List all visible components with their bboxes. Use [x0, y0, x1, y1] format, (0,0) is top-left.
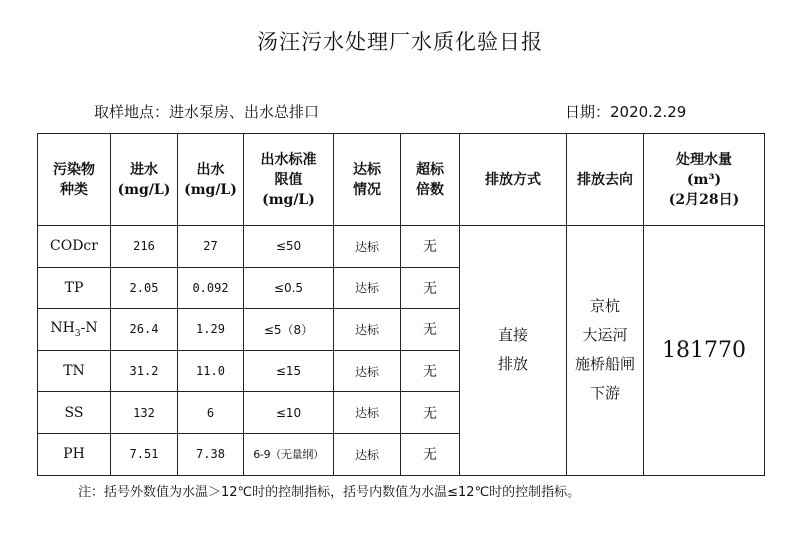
row-item: CODcr [38, 226, 111, 268]
row-item: PH [38, 433, 111, 475]
row-limit: ≤50 [244, 226, 334, 268]
row-limit: ≤5（8） [244, 309, 334, 351]
row-effluent: 27 [178, 226, 244, 268]
row-limit: 6-9（无量纲） [244, 433, 334, 475]
header-exceed: 超标 倍数 [401, 134, 460, 226]
row-compliance: 达标 [334, 267, 401, 309]
row-exceed: 无 [401, 267, 460, 309]
row-compliance: 达标 [334, 226, 401, 268]
row-influent: 2.05 [111, 267, 178, 309]
row-influent: 7.51 [111, 433, 178, 475]
row-compliance: 达标 [334, 350, 401, 392]
row-item: $NH_3-N$ [38, 309, 111, 351]
row-compliance: 达标 [334, 392, 401, 434]
row-limit: ≤10 [244, 392, 334, 434]
row-influent: 132 [111, 392, 178, 434]
header-influent: 进水 (mg/L) [111, 134, 178, 226]
row-limit: ≤15 [244, 350, 334, 392]
row-effluent: 11.0 [178, 350, 244, 392]
row-effluent: 6 [178, 392, 244, 434]
header-effluent: 出水 (mg/L) [178, 134, 244, 226]
row-item: TN [38, 350, 111, 392]
header-discharge-dest: 排放去向 [567, 134, 644, 226]
discharge-dest-cell: 京杭 大运河 施桥船闸 下游 [567, 226, 644, 476]
row-effluent: 7.38 [178, 433, 244, 475]
table-row [38, 226, 765, 268]
row-compliance: 达标 [334, 309, 401, 351]
treated-volume-cell: 181770 [644, 226, 765, 476]
header-discharge-method: 排放方式 [460, 134, 567, 226]
footnote: 注：括号外数值为水温＞12℃时的控制指标，括号内数值为水温≤12℃时的控制指标。 [78, 485, 581, 500]
row-item: SS [38, 392, 111, 434]
report-date: 日期：2020.2.29 [565, 103, 687, 121]
row-effluent: 1.29 [178, 309, 244, 351]
row-exceed: 无 [401, 433, 460, 475]
report-title: 汤汪污水处理厂水质化验日报 [257, 30, 543, 54]
discharge-method-cell: 直接 排放 [460, 226, 567, 476]
row-exceed: 无 [401, 350, 460, 392]
row-item: TP [38, 267, 111, 309]
row-limit: ≤0.5 [244, 267, 334, 309]
row-compliance: 达标 [334, 433, 401, 475]
water-quality-table [37, 133, 765, 476]
header-compliance: 达标 情况 [334, 134, 401, 226]
header-volume: 处理水量 (m³) (2月28日) [644, 134, 765, 226]
header-item: 污染物 种类 [38, 134, 111, 226]
header-row [38, 134, 765, 226]
header-limit: 出水标准 限值 (mg/L) [244, 134, 334, 226]
sampling-location: 取样地点：进水泵房、出水总排口 [94, 103, 320, 121]
row-influent: 26.4 [111, 309, 178, 351]
row-influent: 31.2 [111, 350, 178, 392]
row-influent: 216 [111, 226, 178, 268]
row-effluent: 0.092 [178, 267, 244, 309]
row-exceed: 无 [401, 392, 460, 434]
row-exceed: 无 [401, 309, 460, 351]
row-exceed: 无 [401, 226, 460, 268]
